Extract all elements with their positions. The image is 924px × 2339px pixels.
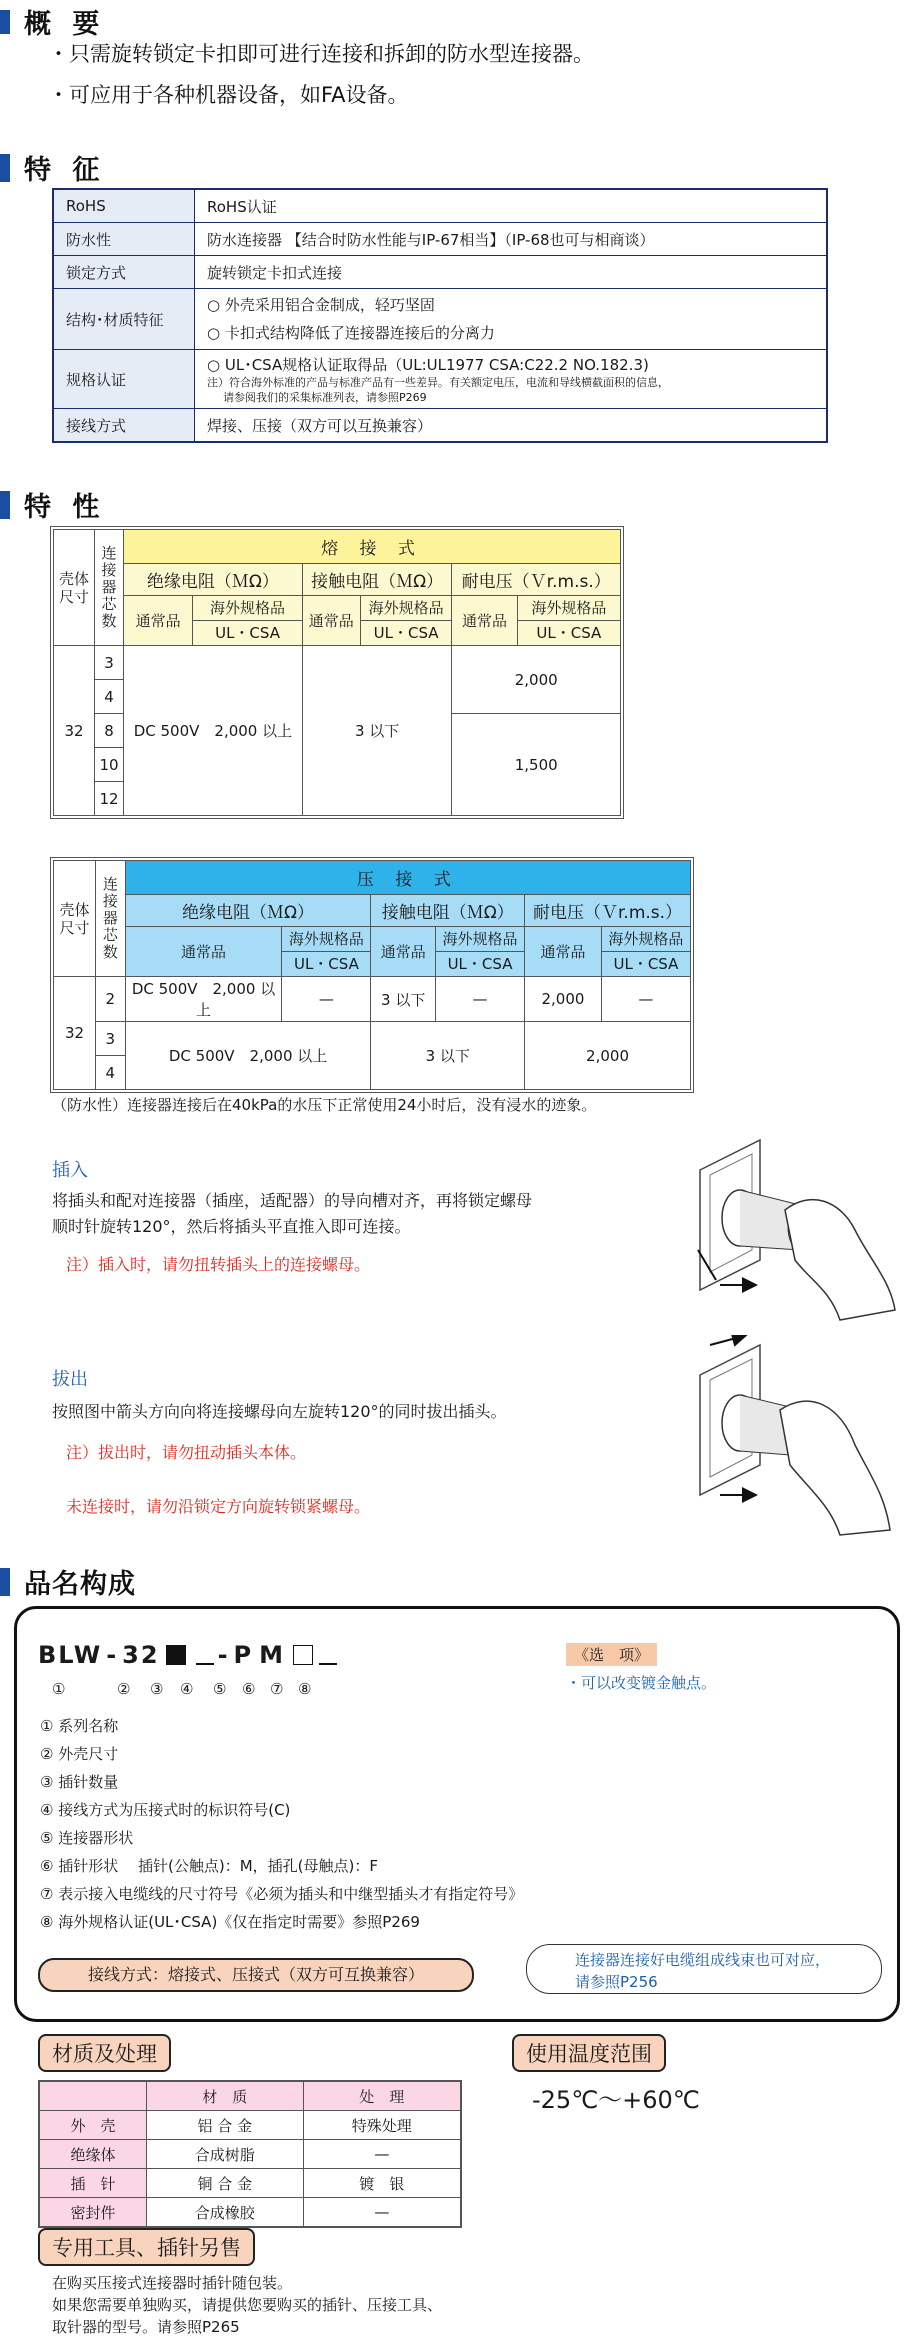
mat-part: 插 针 (39, 2169, 147, 2198)
crimp-wv: 2,000 (525, 977, 602, 1022)
solder-table (53, 529, 621, 816)
pin-count: 3 (95, 1022, 125, 1056)
mat-process: 特殊处理 (303, 2111, 461, 2140)
code-cable-box (293, 1645, 313, 1665)
pin-count: 10 (95, 748, 124, 782)
overview-title: 概 要 (0, 2, 105, 41)
crimp-ins-2: DC 500V 2,000 以上 (125, 1022, 371, 1090)
crimp-table (53, 860, 691, 1090)
feat-val: ○ UL･CSA规格认证取得品（UL:UL1977 CSA:C22.2 NO.182.3) 注）符合海外标准的产品与标准产品有一些差异。有关额定电压，电流和导线横截面积的信息， 请参阅我们的采集标准列表，请参照P269 (195, 350, 828, 409)
overseas-head: 海外规格品 UL・CSA (517, 596, 620, 646)
part-item: ③ 插针数量 (40, 1773, 119, 1791)
solder-withstand-a: 2,000 (452, 646, 621, 714)
pin-count: 3 (95, 646, 124, 680)
pin-count-head: 连接器芯数 (95, 530, 124, 646)
solder-contact: 3 以下 (302, 646, 452, 816)
remove-title: 拔出 (52, 1369, 88, 1390)
feat-val: RoHS认证 (195, 189, 828, 223)
solder-size: 32 (54, 646, 95, 816)
insert-text: 将插头和配对连接器（插座，适配器）的导向槽对齐，再将锁定螺母 顺时针旋转120°，然后将插头平直推入即可连接。 (52, 1191, 533, 1236)
mat-process: — (303, 2140, 461, 2169)
insert-title: 插入 (52, 1160, 88, 1181)
crimp-table-frame (50, 857, 694, 1093)
feat-key: 接线方式 (53, 409, 195, 443)
crimp-contact-ov: — (435, 977, 524, 1022)
features-table (52, 188, 828, 443)
temperature-value: -25℃～+60℃ (532, 2086, 700, 2114)
mat-head: 材 质 (147, 2081, 304, 2111)
idx-5: ⑤ (213, 1680, 227, 1698)
std-head: 通常品 (371, 927, 436, 977)
idx-8: ⑧ (298, 1680, 312, 1698)
insulation-head: 绝缘电阻（ＭΩ） (125, 895, 371, 927)
part-item: ⑥ 插针形状 插针(公触点)：M，插孔(母触点)：F (40, 1857, 378, 1875)
wiring-pill: 接线方式：熔接式、压接式（双方可互换兼容） (38, 1958, 474, 1992)
mat-part: 外 壳 (39, 2111, 147, 2140)
withstand-head: 耐电压（Ｖr.m.s.） (452, 564, 621, 596)
idx-4: ④ (180, 1680, 194, 1698)
pin-count: 12 (95, 782, 124, 816)
mat-part: 绝缘体 (39, 2140, 147, 2169)
solder-title: 熔 接 式 (124, 530, 621, 564)
crimp-wv-2: 2,000 (525, 1022, 691, 1090)
option-label: 《选 项》 (566, 1643, 657, 1666)
feat-val: 防水连接器 【结合时防水性能与IP-67相当】（IP-68也可与相商谈） (195, 223, 828, 256)
tools-text: 在购买压接式连接器时插针随包装。 如果您需要单独购买，请提供您要购买的插针、压接工具、 取针器的型号。请参照P265 (52, 2274, 443, 2336)
insulation-head: 绝缘电阻（ＭΩ） (124, 564, 303, 596)
pin-count: 8 (95, 714, 124, 748)
idx-2: ② (117, 1680, 131, 1698)
crimp-wv-ov: — (601, 977, 690, 1022)
pin-count: 2 (95, 977, 125, 1022)
part-item: ① 系列名称 (40, 1717, 119, 1735)
idx-1: ① (52, 1680, 66, 1698)
feat-key: 规格认证 (53, 350, 195, 409)
mat-material: 铝 合 金 (147, 2111, 304, 2140)
pin-count-head: 连接器芯数 (95, 861, 125, 977)
materials-table (38, 2080, 462, 2228)
crimp-contact: 3 以下 (371, 977, 436, 1022)
overview-bullet-1: ・只需旋转锁定卡扣即可进行连接和拆卸的防水型连接器。 (48, 42, 594, 66)
mat-material: 合成树脂 (147, 2140, 304, 2169)
tools-title: 专用工具、插针另售 (38, 2228, 255, 2266)
properties-title: 特 性 (0, 485, 105, 524)
overseas-head: 海外规格品 UL・CSA (360, 596, 452, 646)
code-size: 32 (122, 1641, 160, 1669)
part-code: BLW - 32 - P M (38, 1641, 337, 1669)
crimp-contact-2: 3 以下 (371, 1022, 525, 1090)
solder-insulation: DC 500V 2,000 以上 (124, 646, 303, 816)
overseas-head: 海外规格品 UL・CSA (193, 596, 303, 646)
code-pin-shape: M (259, 1641, 286, 1669)
cable-note: 连接器连接好电缆组成线束也可对应， 请参照P256 (526, 1944, 882, 1994)
std-head: 通常品 (525, 927, 602, 977)
mat-process: — (303, 2198, 461, 2228)
pin-count: 4 (95, 1056, 125, 1090)
feat-val: 旋转锁定卡扣式连接 (195, 256, 828, 289)
overview-bullet-2: ・可应用于各种机器设备，如FA设备。 (48, 83, 409, 107)
part-item: ② 外壳尺寸 (40, 1745, 119, 1763)
part-item: ④ 接线方式为压接式时的标识符号(C) (40, 1801, 291, 1819)
feat-key: 锁定方式 (53, 256, 195, 289)
part-item: ⑧ 海外规格认证(UL･CSA)《仅在指定时需要》参照P269 (40, 1913, 420, 1931)
std-head: 通常品 (452, 596, 517, 646)
part-item: ⑤ 连接器形状 (40, 1829, 134, 1847)
overseas-head: 海外规格品 UL・CSA (601, 927, 690, 977)
mat-process: 镀 银 (303, 2169, 461, 2198)
mat-material: 铜 合 金 (147, 2169, 304, 2198)
code-pins-box (166, 1645, 186, 1665)
insert-illustration (690, 1130, 910, 1330)
code-series: BLW (38, 1641, 103, 1669)
withstand-head: 耐电压（Ｖr.m.s.） (525, 895, 691, 927)
temperature-title: 使用温度范围 (512, 2034, 666, 2072)
crimp-ins: DC 500V 2,000 以上 (125, 977, 282, 1022)
remove-text: 按照图中箭头方向向将连接螺母向左旋转120°的同时拔出插头。 (52, 1402, 507, 1421)
crimp-size: 32 (54, 977, 96, 1090)
waterproof-footnote: （防水性）连接器连接后在40kPa的水压下正常使用24小时后，没有浸水的迹象。 (52, 1096, 597, 1114)
std-head: 通常品 (125, 927, 282, 977)
feat-key: 结构･材质特征 (53, 289, 195, 350)
proc-head: 处 理 (303, 2081, 461, 2111)
overseas-head: 海外规格品 UL・CSA (435, 927, 524, 977)
part-item: ⑦ 表示接入电缆线的尺寸符号《必须为插头和中继型插头才有指定符号》 (40, 1885, 524, 1903)
remove-note-2: 未连接时，请勿沿锁定方向旋转锁紧螺母。 (66, 1497, 371, 1516)
remove-note-1: 注）拔出时，请勿扭动插头本体。 (66, 1443, 307, 1462)
crimp-title: 压 接 式 (125, 861, 690, 895)
features-title: 特 征 (0, 148, 105, 187)
shell-size-head: 壳体尺寸 (54, 861, 96, 977)
materials-title: 材质及处理 (38, 2034, 171, 2072)
remove-illustration (690, 1335, 910, 1545)
insert-note: 注）插入时，请勿扭转插头上的连接螺母。 (66, 1255, 371, 1274)
feat-val: ○ 外壳采用铝合金制成，轻巧坚固 ○ 卡扣式结构降低了连接器连接后的分离力 (195, 289, 828, 350)
overseas-head: 海外规格品 UL・CSA (282, 927, 371, 977)
part-items (40, 1712, 523, 1936)
idx-7: ⑦ (270, 1680, 284, 1698)
std-head: 通常品 (302, 596, 360, 646)
contact-head: 接触电阻（ＭΩ） (302, 564, 452, 596)
part-number-title: 品名构成 (0, 1562, 136, 1601)
mat-part: 密封件 (39, 2198, 147, 2228)
contact-head: 接触电阻（ＭΩ） (371, 895, 525, 927)
mat-material: 合成橡胶 (147, 2198, 304, 2228)
idx-6: ⑥ (242, 1680, 256, 1698)
crimp-ins-ov: — (282, 977, 371, 1022)
code-shape: P (233, 1641, 254, 1669)
feat-key: RoHS (53, 189, 195, 223)
shell-size-head: 壳体尺寸 (54, 530, 95, 646)
solder-table-frame (50, 526, 624, 819)
pin-count: 4 (95, 680, 124, 714)
idx-3: ③ (150, 1680, 164, 1698)
feat-val: 焊接、压接（双方可以互换兼容） (195, 409, 828, 443)
std-head: 通常品 (124, 596, 193, 646)
solder-withstand-b: 1,500 (452, 714, 621, 816)
feat-key: 防水性 (53, 223, 195, 256)
option-text: ・可以改变镀金触点。 (566, 1674, 717, 1692)
